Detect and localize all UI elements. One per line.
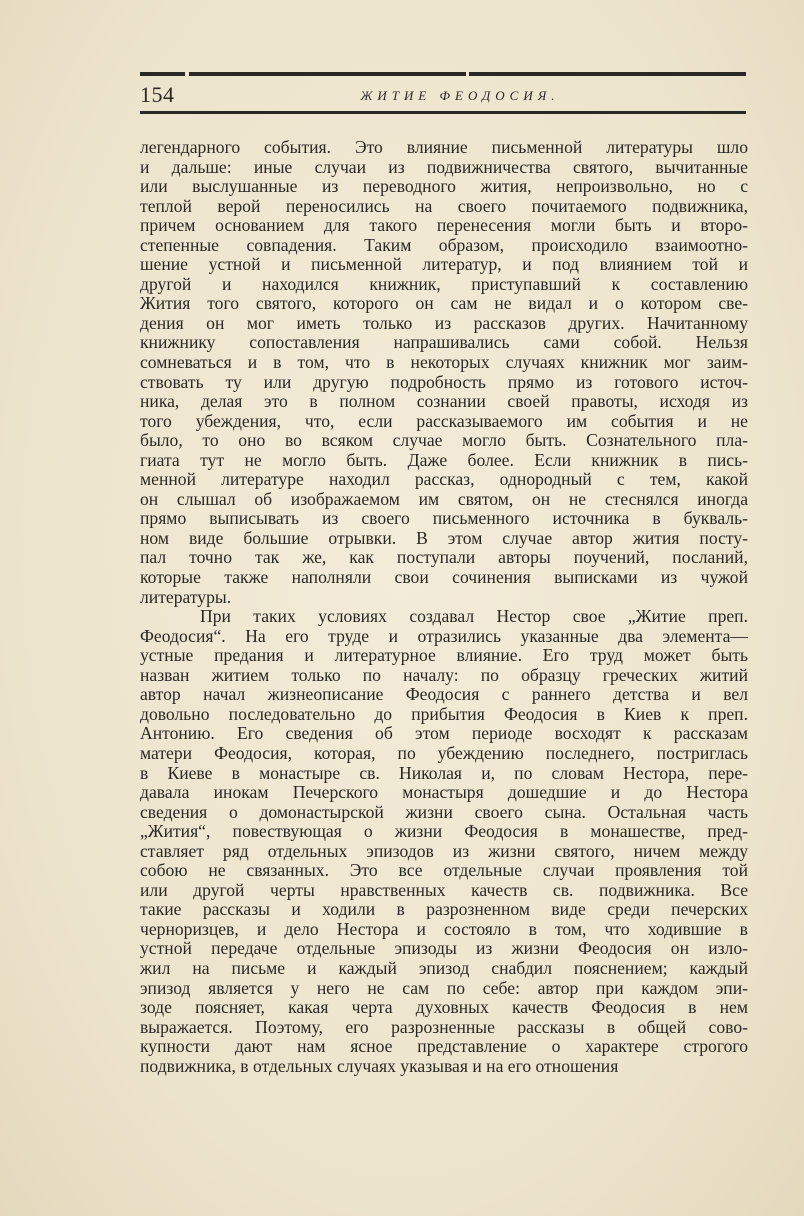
text-line: теплой верой переносились на своего почитаемого подвижника,	[140, 195, 748, 216]
text-line: литературы.	[140, 586, 232, 607]
header-bottom-rule	[140, 111, 746, 114]
text-line: он слышал об изображаемом им святом, он не стеснялся иногда	[140, 488, 748, 509]
text-line: пал точно так же, как поступали авторы поучений, посланий,	[140, 547, 748, 568]
text-line: сомневаться и в том, что в некоторых случаях книжник мог заим-	[140, 352, 748, 373]
text-line: другой и находился книжник, приступавший к составлению	[140, 273, 748, 294]
text-line: Жития того святого, которого он сам не видал и о котором све-	[140, 293, 748, 314]
text-line: Антонию. Его сведения об этом периоде восходят к рассказам	[140, 723, 748, 744]
text-line: зоде поясняет, какая черта духовных качеств Феодосия в нем	[140, 997, 748, 1018]
text-line: прямо выписывать из своего письменного источника в букваль-	[140, 508, 748, 529]
body-text	[140, 138, 748, 1076]
text-line: менной литературе находил рассказ, однородный с тем, какой	[140, 469, 748, 490]
text-line: ника, делая это в полном сознании своей правоты, исходя из	[140, 391, 748, 412]
text-line: устной передаче отдельные эпизоды из жизни Феодосия он изло-	[140, 938, 748, 959]
text-line: ном виде большие отрывки. В этом случае автор жития посту-	[140, 527, 748, 548]
text-line: было, то оно во всяком случае могло быть. Сознательного пла-	[140, 430, 748, 451]
text-line: или другой черты нравственных качеств св. подвижника. Все	[140, 879, 748, 900]
text-line: дения он мог иметь только из рассказов других. Начитанному	[140, 312, 748, 333]
text-line: и дальше: иные случаи из подвижничества святого, вычитанные	[140, 156, 748, 177]
text-line: собою не связанных. Это все отдельные случаи проявления той	[140, 860, 748, 881]
text-line: автор начал жизнеописание Феодосия с раннего детства и вел	[140, 684, 748, 705]
text-line: того убеждения, что, если рассказываемого им события и не	[140, 410, 748, 431]
text-line: купности дают нам ясное представление о характере строгого	[140, 1036, 748, 1057]
text-line: шение устной и письменной литератур, и под влиянием той и	[140, 254, 748, 275]
text-line: такие рассказы и ходили в разрозненном виде среди печерских	[140, 899, 748, 920]
text-line: устные предания и литературное влияние. Его труд может быть	[140, 645, 748, 666]
text-line: При таких условиях создавал Нестор свое „Житие преп.	[200, 606, 748, 627]
header-top-rule	[140, 72, 746, 76]
text-line: матери Феодосия, которая, по убеждению последнего, постриглась	[140, 742, 748, 763]
text-line: выражается. Поэтому, его разрозненные рассказы в общей сово-	[140, 1016, 748, 1037]
text-line: степенные совпадения. Таким образом, происходило взаимоотно-	[140, 234, 748, 255]
text-line: Феодосия“. На его труде и отразились указанные два элемента—	[140, 625, 748, 646]
running-title: ЖИТИЕ ФЕОДОСИЯ.	[360, 88, 560, 103]
text-line: легендарного события. Это влияние письменной литературы шло	[140, 137, 748, 157]
text-line: ствовать ту или другую подробность прямо из готового источ-	[140, 371, 748, 392]
text-line: эпизод является у него не сам по себе: автор при каждом эпи-	[140, 977, 748, 998]
text-line: сведения о домонастырской жизни своего сына. Остальная часть	[140, 801, 748, 822]
rule-gap	[466, 72, 469, 76]
text-line: гиата тут не могло быть. Даже более. Если книжник в пись-	[140, 449, 748, 470]
text-line: подвижника, в отдельных случаях указывая и на его отношения	[140, 1055, 619, 1076]
rule-gap	[185, 72, 189, 76]
text-line: в Киеве в монастыре св. Николая и, по словам Нестора, пере-	[140, 762, 748, 783]
text-line: черноризцев, и дело Нестора и состояло в том, что ходившие в	[140, 918, 748, 939]
page-number: 154	[140, 82, 175, 107]
text-line: давала инокам Печерского монастыря дошедшие и до Нестора	[140, 782, 748, 803]
text-line: или выслушанные из переводного жития, непроизвольно, но с	[140, 176, 748, 197]
text-line: которые также наполняли свои сочинения выписками из чужой	[140, 567, 748, 588]
text-line: жил на письме и каждый эпизод снабдил пояснением; каждый	[140, 957, 748, 978]
text-line: причем основанием для такого перенесения могли быть и второ-	[140, 215, 748, 236]
text-line: книжнику сопоставления напрашивались сами собой. Нельзя	[140, 332, 748, 353]
text-line: назван житием только по началу: по образцу греческих житий	[140, 664, 748, 685]
text-line: ставляет ряд отдельных эпизодов из жизни святого, ничем между	[140, 840, 748, 861]
text-line: довольно последовательно до прибытия Феодосия в Киев к преп.	[140, 703, 748, 724]
text-line: „Жития“, повествующая о жизни Феодосия в монашестве, пред-	[140, 821, 748, 842]
